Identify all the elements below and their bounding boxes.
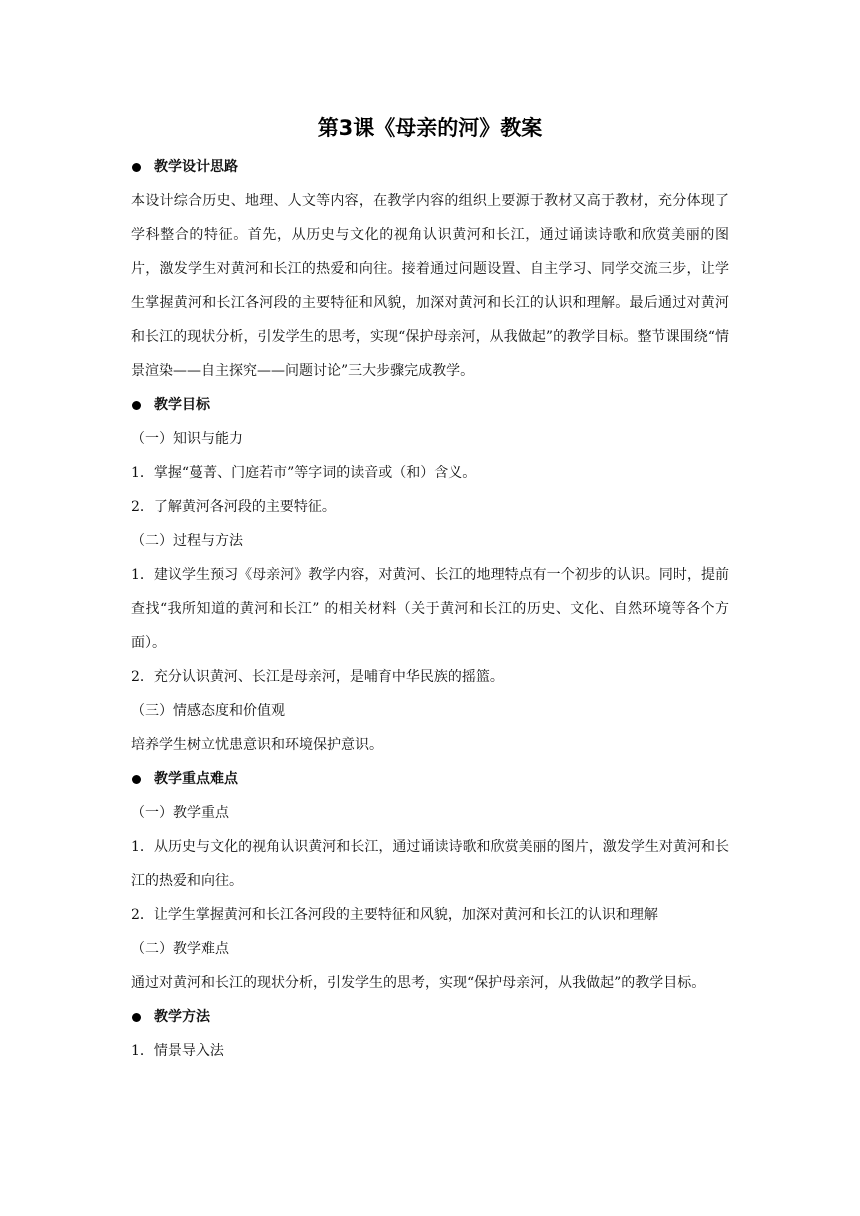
list-item: 1．从历史与文化的视角认识黄河和长江，通过诵读诗歌和欣赏美丽的图片，激发学生对黄河和长江的热爱和向往。 bbox=[131, 839, 729, 889]
list-item: 2．了解黄河各河段的主要特征。 bbox=[131, 499, 336, 515]
list-item: 1．情景导入法 bbox=[131, 1043, 224, 1059]
subheading-knowledge: （一）知识与能力 bbox=[131, 431, 243, 447]
document-title: 第3课《母亲的河》教案 bbox=[317, 116, 543, 140]
bullet-icon bbox=[132, 163, 141, 172]
design-paragraph: 本设计综合历史、地理、人文等内容，在教学内容的组织上要源于教材又高于教材，充分体现了学科整合的特征。首先，从历史与文化的视角认识黄河和长江，通过诵读诗歌和欣赏美丽的图片，激发学生对黄河和长江的热爱和向往。接着通过问题设置、自主学习、同学交流三步，让学生掌握黄河和长江各河段的主要特征和风貌，加深对黄河和长江的认识和理解。最后通过对黄河和长江的现状分析，引发学生的思考，实现“保护母亲河，从我做起”的教学目标。整节课围绕“情景渲染——自主探究——问题讨论”三大步骤完成教学。 bbox=[131, 193, 729, 379]
bullet-icon bbox=[132, 1013, 141, 1022]
section-heading-label: 教学重点难点 bbox=[154, 771, 238, 787]
list-item: 培养学生树立忧患意识和环境保护意识。 bbox=[131, 737, 383, 753]
section-heading-methods bbox=[131, 1000, 729, 1034]
list-item: 1．掌握“蔓菁、门庭若市”等字词的读音或（和）含义。 bbox=[131, 465, 477, 481]
section-heading-label: 教学目标 bbox=[154, 397, 210, 413]
list-item: 1．建议学生预习《母亲河》教学内容，对黄河、长江的地理特点有一个初步的认识。同时，提前查找“我所知道的黄河和长江” 的相关材料（关于黄河和长江的历史、文化、自然环境等各个方面）。 bbox=[131, 567, 729, 651]
list-item: 通过对黄河和长江的现状分析，引发学生的思考，实现“保护母亲河，从我做起”的教学目标。 bbox=[131, 975, 706, 991]
list-item: 2．充分认识黄河、长江是母亲河，是哺育中华民族的摇篮。 bbox=[131, 669, 504, 685]
section-heading-label: 教学方法 bbox=[154, 1009, 210, 1025]
subheading-key: （一）教学重点 bbox=[131, 805, 229, 821]
section-heading-design bbox=[131, 150, 729, 184]
subheading-process: （二）过程与方法 bbox=[131, 533, 243, 549]
subheading-values: （三）情感态度和价值观 bbox=[131, 703, 285, 719]
bullet-icon bbox=[132, 775, 141, 784]
list-item: 2．让学生掌握黄河和长江各河段的主要特征和风貌，加深对黄河和长江的认识和理解 bbox=[131, 907, 658, 923]
section-heading-goals bbox=[131, 388, 729, 422]
document-body bbox=[131, 150, 729, 1068]
section-heading-keypoints bbox=[131, 762, 729, 796]
bullet-icon bbox=[132, 401, 141, 410]
subheading-difficulty: （二）教学难点 bbox=[131, 941, 229, 957]
section-heading-label: 教学设计思路 bbox=[154, 159, 238, 175]
